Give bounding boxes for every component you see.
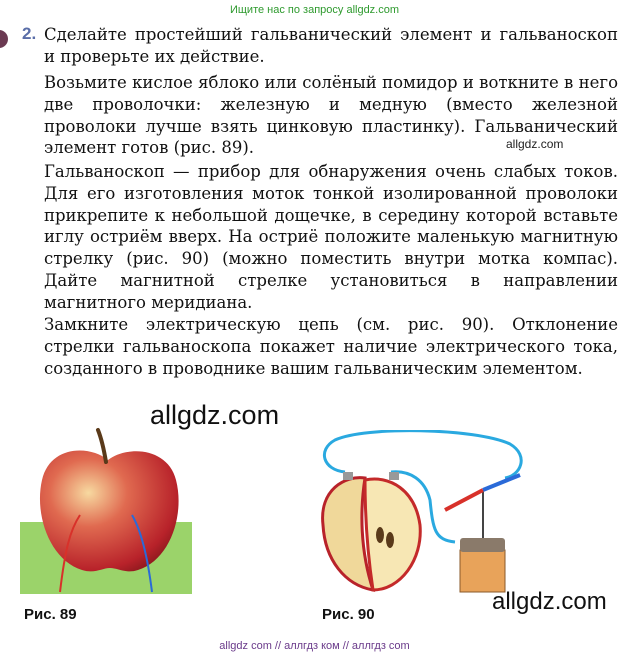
zinc-electrode	[343, 472, 353, 480]
paragraph-3: Замкните электрическую цепь (см. рис. 90). Отклонение стрелки гальваноскопа покажет наличие электрического тока, созданного в проводнике вашим гальваническим элементом.	[44, 315, 618, 378]
watermark-large-right: allgdz.com	[492, 588, 607, 615]
figure-90-caption: Рис. 90	[322, 606, 375, 623]
task-number: 2.	[22, 24, 37, 43]
footer-watermark: allgdz com // аллгдз ком // аллгдз com	[219, 640, 410, 652]
magnetic-arrow-red	[445, 490, 483, 510]
magnetic-arrow-blue	[483, 475, 520, 490]
search-banner: Ищите нас по запросу allgdz.com	[229, 4, 400, 16]
wooden-board	[460, 550, 505, 592]
paragraph-2: Гальваноскоп — прибор для обнаружения очень слабых токов. Для его изготовления моток тонкой изолированной проволоки прикрепите к небольшой дощечке, в середину которой вставьте иглу остриём вверх. На остриё положите маленькую магнитную стрелку (рис. 90) (можно поместить внутри мотка компас). Дайте магнитной стрелке установиться в направлении магнитного меридиана.	[44, 162, 618, 312]
figure-89-caption: Рис. 89	[24, 606, 77, 623]
figure-90-circuit-illustration	[315, 430, 530, 600]
watermark-small: allgdz.com	[506, 137, 564, 151]
apple-seed	[376, 527, 384, 543]
apple-seed	[386, 532, 394, 548]
wire-coil	[460, 538, 505, 552]
figure-89-apple-illustration	[20, 420, 200, 600]
section-marker	[0, 30, 8, 48]
apple	[40, 450, 179, 571]
task-title: Сделайте простейший гальванический элемент и гальваноскоп и проверьте их действие.	[44, 25, 618, 66]
paragraph-1: Возьмите кислое яблоко или солёный помидор и воткните в него две проволочки: железную и медную (вместо железной проволоки лучше взять цинковую пластинку). Гальванический элемент готов (рис. 89).	[44, 73, 618, 158]
watermark-large-left: allgdz.com	[150, 400, 280, 430]
copper-electrode	[389, 472, 399, 480]
wire-top-loop	[324, 431, 521, 478]
